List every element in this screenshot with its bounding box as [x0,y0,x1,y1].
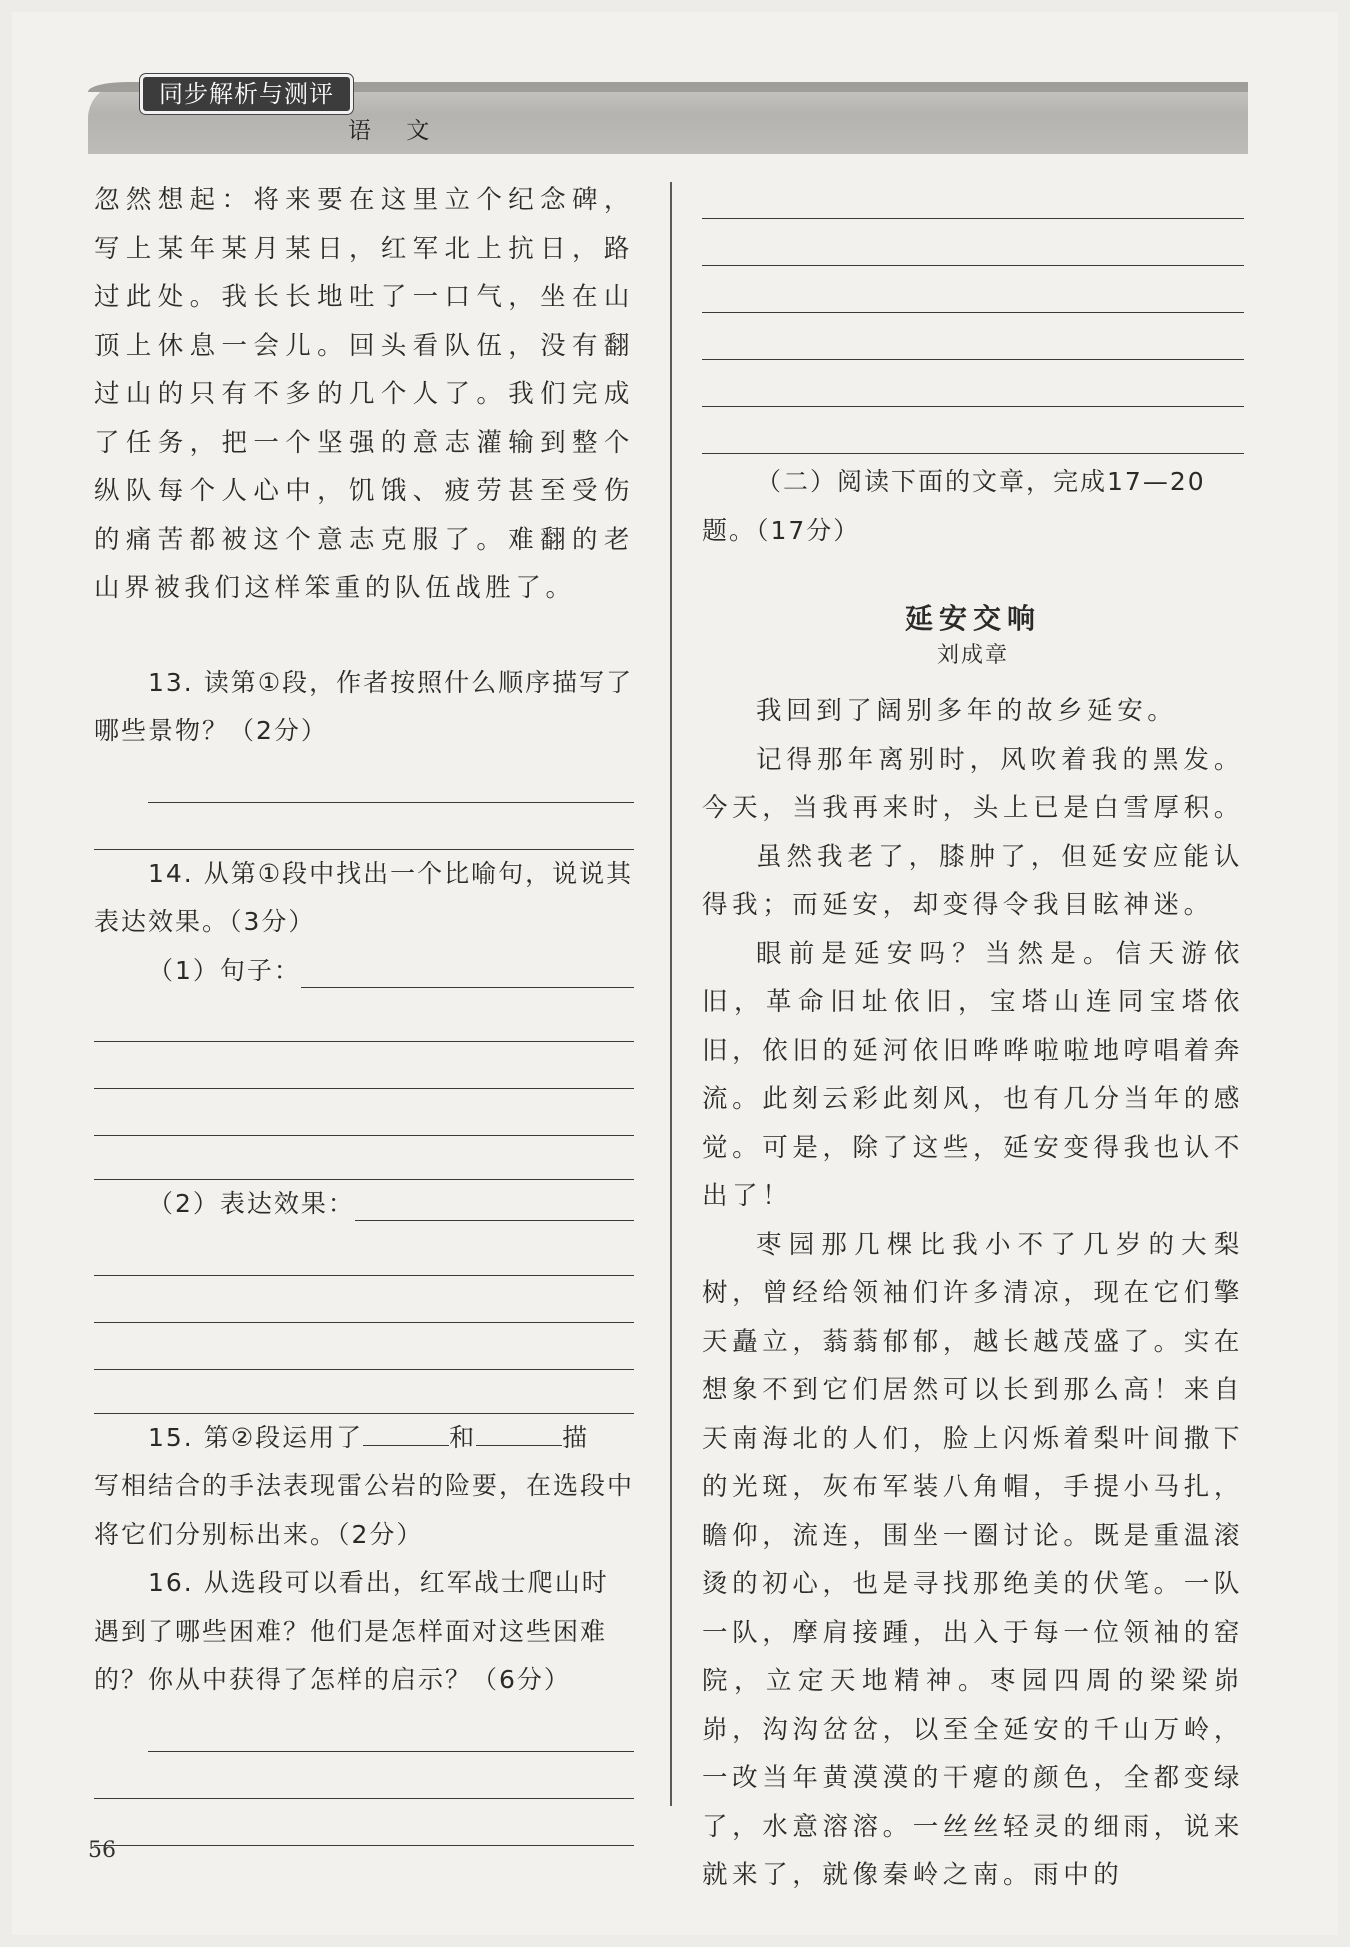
q15-text-a: 15. 第②段运用了 [148,1422,364,1452]
q15-text-c: 描 [562,1422,590,1452]
article-author: 刘成章 [936,643,1009,668]
passage-continuation: 忽然想起：将来要在这里立个纪念碑，写上某年某月某日，红军北上抗日，路过此处。我长长地吐了一口气，坐在山顶上休息一会儿。回头看队伍，没有翻过山的只有不多的几个人了。我们完成了任务，把一个坚强的意志灌输到整个纵队每个人心中，饥饿、疲劳甚至受伤的痛苦都被这个意志克服了。难翻的老山界被我们这样笨重的队伍战胜了。 [94,185,634,603]
article-paragraph: 记得那年离别时，风吹着我的黑发。今天，当我再来时，头上已是白雪厚积。 [702,744,1244,823]
page-number: 56 [88,1838,116,1863]
answer-line[interactable] [355,1180,634,1221]
answer-line[interactable] [148,756,634,803]
question-13: 13. 读第①段，作者按照什么顺序描写了哪些景物？（2分） [94,667,634,745]
column-divider [670,182,672,1806]
q15-text-b: 和 [449,1422,477,1452]
question-15-continuation: 写相结合的手法表现雷公岩的险要，在选段中将它们分别标出来。（2分） [94,1471,635,1549]
article-paragraph: 我回到了阔别多年的故乡延安。 [756,696,1178,726]
subject-label: 语 文 [348,118,444,144]
article-paragraph: 眼前是延安吗？当然是。信天游依旧，革命旧址依旧，宝塔山连同宝塔依旧，依旧的延河依旧哗哗啦啦地哼唱着奔流。此刻云彩此刻风，也有几分当年的感觉。可是，除了这些，延安变得我也认不出了！ [702,938,1244,1211]
answer-line[interactable] [702,219,1244,266]
answer-line[interactable] [94,1136,634,1180]
answer-line[interactable] [702,360,1244,407]
fill-blank-1[interactable] [363,1415,449,1446]
question-14-part-1 [94,947,634,996]
answer-line[interactable] [94,1752,634,1799]
q14-effect-label: （2）表达效果： [148,1189,355,1218]
right-column [702,176,1244,1900]
question-14-part-2 [94,1180,634,1229]
answer-line[interactable] [94,1323,634,1370]
left-column [94,176,634,1846]
article-paragraph: 枣园那几棵比我小不了几岁的大梨树，曾经给领袖们许多清凉，现在它们擎天矗立，蓊蓊郁郁，越长越茂盛了。实在想象不到它们居然可以长到那么高！来自天南海北的人们，脸上闪烁着梨叶间撒下的光斑，灰布军装八角帽，手提小马扎，瞻仰，流连，围坐一圈讨论。既是重温滚烫的初心，也是寻找那绝美的伏笔。一队一队，摩肩接踵，出入于每一位领袖的窑院，立定天地精神。枣园四周的梁梁峁峁，沟沟岔岔，以至全延安的千山万岭，一改当年黄漠漠的干瘪的颜色，全都变绿了，水意溶溶。一丝丝轻灵的细雨，说来就来了，就像秦岭之南。雨中的 [702,1229,1244,1890]
answer-line[interactable] [702,266,1244,313]
answer-line[interactable] [702,313,1244,360]
question-15 [94,1414,634,1463]
answer-line[interactable] [94,995,634,1042]
answer-line[interactable] [94,803,634,850]
section-2-instructions: （二）阅读下面的文章，完成17—20题。（17分） [702,467,1206,545]
article-paragraph: 虽然我老了，膝肿了，但延安应能认得我；而延安，却变得令我目眩神迷。 [702,841,1244,920]
answer-line[interactable] [301,947,634,988]
answer-line[interactable] [94,1276,634,1323]
answer-line[interactable] [94,1229,634,1276]
answer-line[interactable] [148,1705,634,1752]
q14-sentence-label: （1）句子： [148,955,301,985]
answer-line[interactable] [94,1089,634,1136]
answer-line[interactable] [702,407,1244,454]
article-title: 延安交响 [904,602,1041,635]
answer-line[interactable] [94,1042,634,1089]
answer-line[interactable] [702,176,1244,219]
answer-line[interactable] [94,1799,634,1846]
series-title: 同步解析与测评 [140,74,353,114]
answer-line[interactable] [94,1370,634,1414]
question-14: 14. 从第①段中找出一个比喻句，说说其表达效果。（3分） [94,858,634,936]
fill-blank-2[interactable] [476,1415,562,1446]
question-16: 16. 从选段可以看出，红军战士爬山时遇到了哪些困难？他们是怎样面对这些困难的？你从中获得了怎样的启示？（6分） [94,1568,609,1694]
